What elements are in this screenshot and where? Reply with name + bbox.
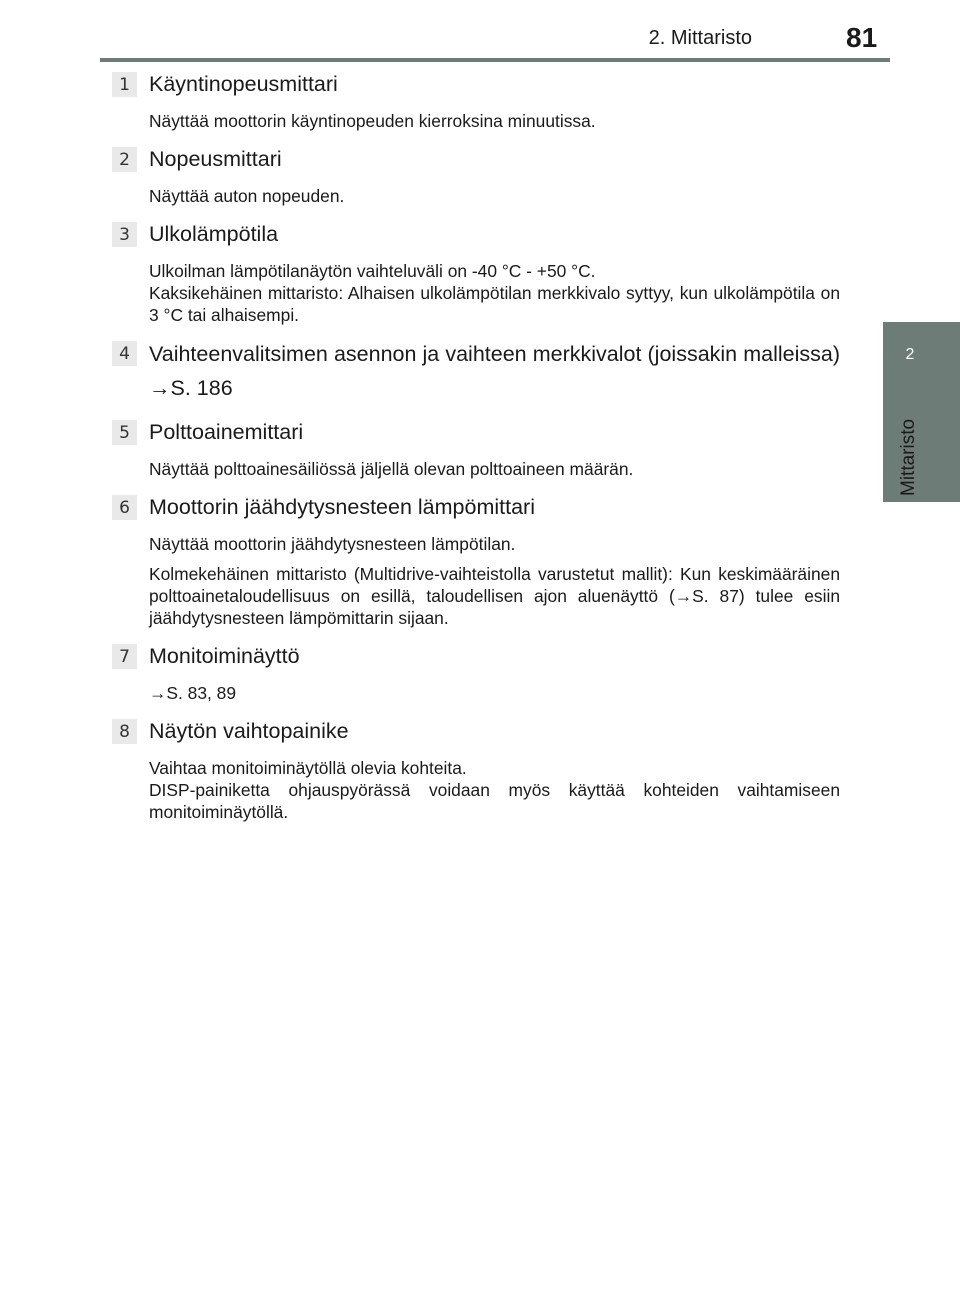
list-item bbox=[112, 715, 840, 823]
item-title: Moottorin jäähdytysnesteen lämpömittari bbox=[149, 495, 535, 519]
item-number-badge: 5 bbox=[112, 420, 137, 445]
list-item bbox=[112, 640, 840, 704]
item-description: Vaihtaa monitoiminäytöllä olevia kohteita. bbox=[149, 758, 467, 778]
item-description: DISP-painiketta ohjauspyörässä voidaan myös käyttää kohteiden vaihtamiseen monitoiminäytöllä. bbox=[149, 780, 840, 822]
item-title: Polttoainemittari bbox=[149, 420, 304, 444]
list-item bbox=[112, 143, 840, 207]
chapter-side-tab[interactable] bbox=[883, 322, 960, 502]
list-item bbox=[112, 416, 840, 480]
item-description: Kaksikehäinen mittaristo: Alhaisen ulkolämpötilan merkkivalo syttyy, kun ulkolämpötila on 3 °C tai alhaisempi. bbox=[149, 283, 840, 325]
item-description: Näyttää moottorin jäähdytysnesteen lämpötilan. bbox=[149, 534, 516, 554]
item-title: Monitoiminäyttö bbox=[149, 644, 300, 668]
side-tab-number: 2 bbox=[905, 346, 915, 363]
item-title: Ulkolämpötila bbox=[149, 222, 279, 246]
chapter-title: 2. Mittaristo bbox=[648, 27, 752, 49]
list-item bbox=[112, 218, 840, 326]
item-number-badge: 7 bbox=[112, 644, 137, 669]
list-item bbox=[112, 68, 840, 132]
item-number-badge: 3 bbox=[112, 222, 137, 247]
item-number-badge: 4 bbox=[112, 341, 137, 366]
item-description: Ulkoilman lämpötilanäytön vaihteluväli on -40 °C - +50 °C. bbox=[149, 261, 596, 281]
item-title: Käyntinopeusmittari bbox=[149, 72, 338, 96]
item-number-badge: 8 bbox=[112, 719, 137, 744]
list-item bbox=[112, 491, 840, 629]
item-description-link[interactable]: Kolmekehäinen mittaristo (Multidrive-vaihteistolla varustetut mallit): Kun keskimääräinen polttoainetaloudellisuus on esillä, taloudellisen ajon aluenäyttö (→S. 87) tulee esiin jäähdytysnesteen lämpömittarin sijaan. bbox=[149, 564, 840, 628]
item-number-badge: 1 bbox=[112, 72, 137, 97]
item-title: Näytön vaihtopainike bbox=[149, 719, 349, 743]
item-number-badge: 6 bbox=[112, 495, 137, 520]
item-title-link[interactable]: Vaihteenvalitsimen asennon ja vaihteen merkkivalot (joissakin malleissa) →S. 186 bbox=[149, 342, 840, 400]
item-title: Nopeusmittari bbox=[149, 147, 282, 171]
list-item bbox=[112, 337, 840, 405]
item-list bbox=[112, 68, 840, 823]
side-tab-label: Mittaristo bbox=[898, 418, 919, 496]
item-description: Näyttää moottorin käyntinopeuden kierroksina minuutissa. bbox=[149, 111, 596, 131]
item-description: Näyttää polttoainesäiliössä jäljellä olevan polttoaineen määrän. bbox=[149, 459, 634, 479]
page-number: 81 bbox=[846, 22, 878, 53]
item-number-badge: 2 bbox=[112, 147, 137, 172]
item-description: Näyttää auton nopeuden. bbox=[149, 186, 345, 206]
item-page-reference-link[interactable]: →S. 83, 89 bbox=[149, 683, 237, 703]
header-divider bbox=[100, 58, 890, 62]
